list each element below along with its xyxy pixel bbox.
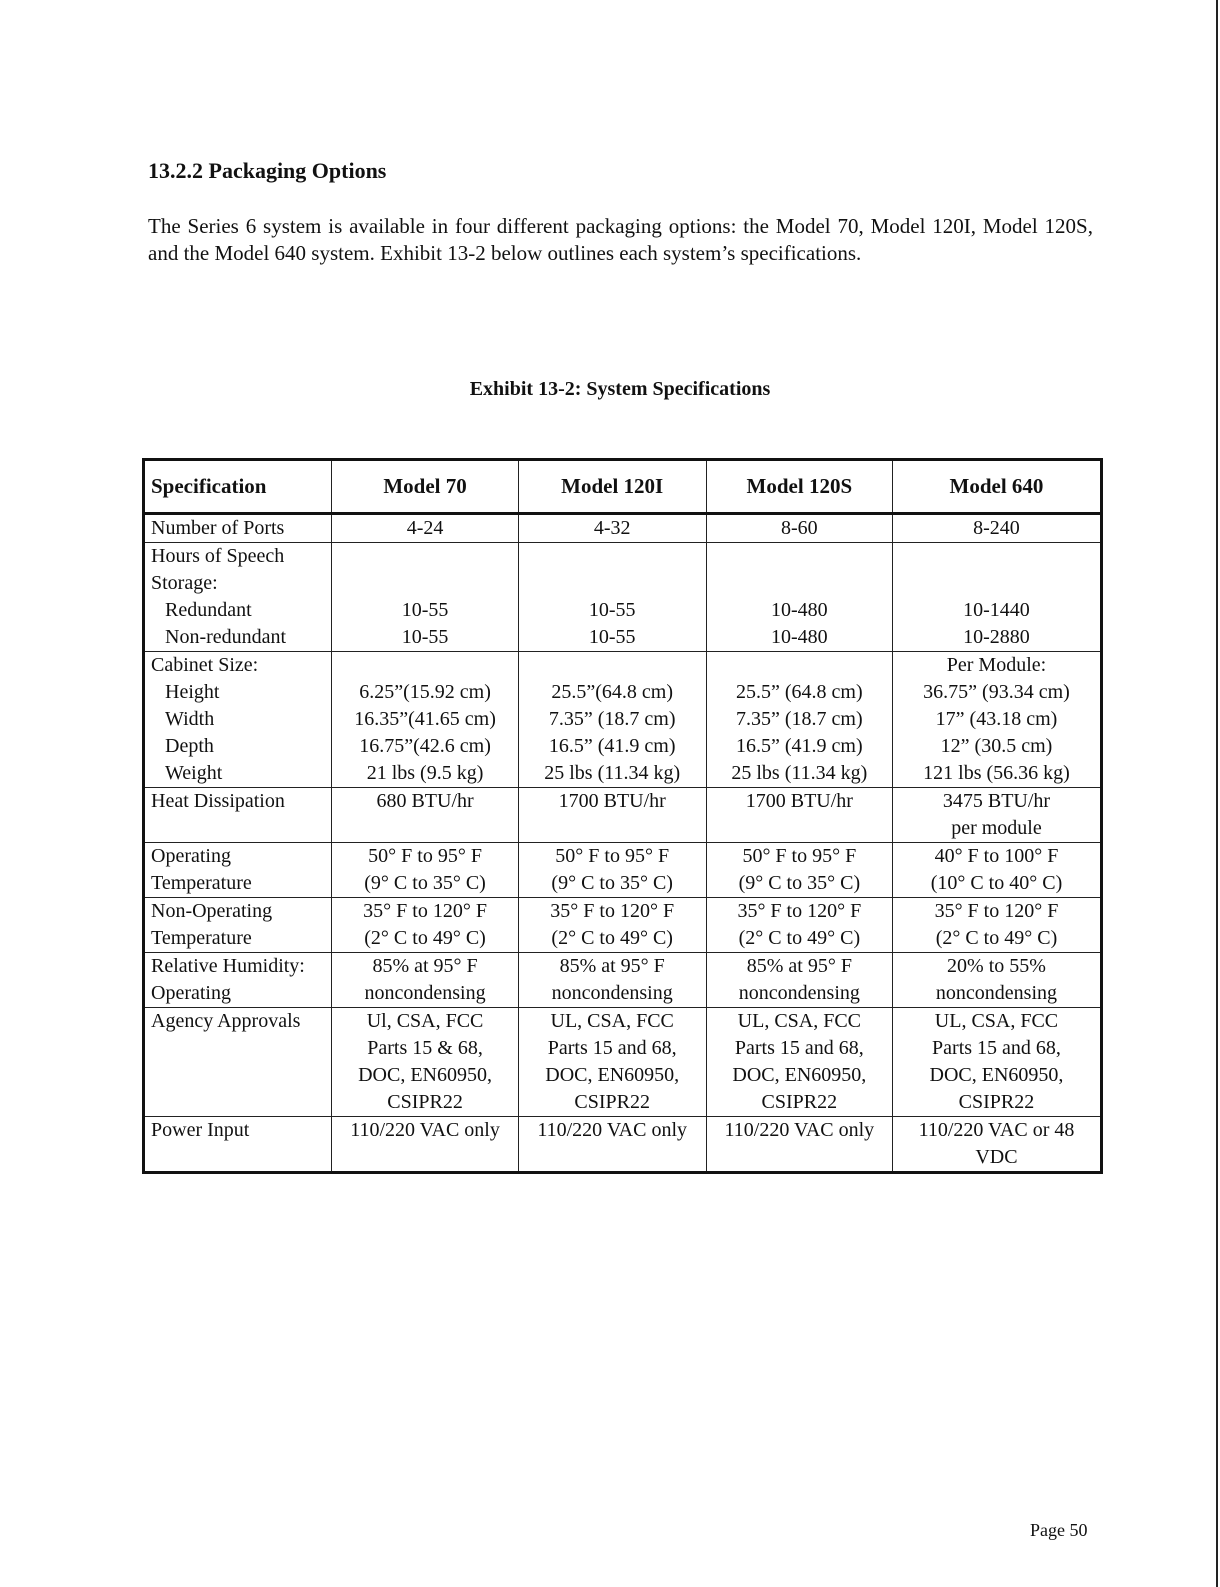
op-temp-model-70: 50° F to 95° F (9° C to 35° C): [332, 843, 518, 898]
ports-model-640: 8-240: [892, 514, 1101, 543]
speech-label-line2: Storage:: [151, 572, 218, 594]
row-label-speech-storage: [144, 543, 332, 652]
table-row: [144, 843, 1102, 898]
cabinet-width-label: Width: [165, 708, 215, 730]
agency-model-120i: UL, CSA, FCC Parts 15 and 68, DOC, EN60950, CSIPR22: [518, 1008, 706, 1117]
speech-model-70: 10-55 10-55: [332, 543, 518, 652]
agency-model-70: Ul, CSA, FCC Parts 15 & 68, DOC, EN60950, CSIPR22: [332, 1008, 518, 1117]
humidity-model-120s: 85% at 95° F noncondensing: [706, 953, 892, 1008]
speech-model-120s: 10-480 10-480: [706, 543, 892, 652]
heat-model-120i: 1700 BTU/hr: [518, 788, 706, 843]
header-model-70: Model 70: [332, 460, 518, 514]
humidity-model-640: 20% to 55% noncondensing: [892, 953, 1101, 1008]
header-model-640: Model 640: [892, 460, 1101, 514]
speech-nonredundant-label: Non-redundant: [165, 626, 287, 648]
nonop-temp-model-120i: 35° F to 120° F (2° C to 49° C): [518, 898, 706, 953]
nonop-temp-model-640: 35° F to 120° F (2° C to 49° C): [892, 898, 1101, 953]
table-row: [144, 514, 1102, 543]
header-model-120i: Model 120I: [518, 460, 706, 514]
agency-model-120s: UL, CSA, FCC Parts 15 and 68, DOC, EN60950, CSIPR22: [706, 1008, 892, 1117]
heat-model-120s: 1700 BTU/hr: [706, 788, 892, 843]
cabinet-model-120i: 25.5”(64.8 cm) 7.35” (18.7 cm) 16.5” (41.9 cm) 25 lbs (11.34 kg): [518, 652, 706, 788]
heat-model-640: 3475 BTU/hr per module: [892, 788, 1101, 843]
row-label-agency-approvals: Agency Approvals: [144, 1008, 332, 1117]
table-row: [144, 1117, 1102, 1173]
heat-model-70: 680 BTU/hr: [332, 788, 518, 843]
cabinet-model-120s: 25.5” (64.8 cm) 7.35” (18.7 cm) 16.5” (41.9 cm) 25 lbs (11.34 kg): [706, 652, 892, 788]
power-model-640: 110/220 VAC or 48 VDC: [892, 1117, 1101, 1173]
intro-paragraph: The Series 6 system is available in four different packaging options: the Model 70, Model 120I, Model 120S, and the Model 640 system. Exhibit 13-2 below outlines each system’s specifications.: [148, 214, 1093, 265]
op-temp-model-120i: 50° F to 95° F (9° C to 35° C): [518, 843, 706, 898]
row-label-ports: Number of Ports: [144, 514, 332, 543]
cabinet-depth-label: Depth: [165, 735, 214, 757]
header-specification: Specification: [144, 460, 332, 514]
op-temp-model-120s: 50° F to 95° F (9° C to 35° C): [706, 843, 892, 898]
row-label-cabinet-size: Cabinet Size: Height Width Depth Weight: [144, 652, 332, 788]
section-heading: 13.2.2 Packaging Options: [148, 158, 387, 183]
table-row: [144, 543, 1102, 652]
cabinet-model-640: Per Module: 36.75” (93.34 cm) 17” (43.18 cm) 12” (30.5 cm) 121 lbs (56.36 kg): [892, 652, 1101, 788]
table-row: [144, 788, 1102, 843]
specifications-table: [142, 458, 1103, 1174]
ports-model-120i: 4-32: [518, 514, 706, 543]
cabinet-height-label: Height: [165, 681, 220, 703]
nonop-temp-model-120s: 35° F to 120° F (2° C to 49° C): [706, 898, 892, 953]
cabinet-weight-label: Weight: [165, 762, 223, 784]
row-label-heat-dissipation: Heat Dissipation: [144, 788, 332, 843]
speech-redundant-label: Redundant: [165, 599, 252, 621]
ports-model-120s: 8-60: [706, 514, 892, 543]
table-row: [144, 1008, 1102, 1117]
table-row: [144, 652, 1102, 788]
nonop-temp-model-70: 35° F to 120° F (2° C to 49° C): [332, 898, 518, 953]
power-model-120s: 110/220 VAC only: [706, 1117, 892, 1173]
ports-model-70: 4-24: [332, 514, 518, 543]
speech-model-640: 10-1440 10-2880: [892, 543, 1101, 652]
agency-model-640: UL, CSA, FCC Parts 15 and 68, DOC, EN60950, CSIPR22: [892, 1008, 1101, 1117]
exhibit-title: Exhibit 13-2: System Specifications: [469, 378, 771, 400]
speech-label-line1: Hours of Speech: [151, 545, 285, 567]
row-label-operating-temperature: Operating Temperature: [144, 843, 332, 898]
table-header-row: [144, 460, 1102, 514]
row-label-nonoperating-temperature: Non-Operating Temperature: [144, 898, 332, 953]
page-number: Page 50: [1030, 1520, 1088, 1540]
power-model-120i: 110/220 VAC only: [518, 1117, 706, 1173]
header-model-120s: Model 120S: [706, 460, 892, 514]
table-row: [144, 953, 1102, 1008]
row-label-relative-humidity: Relative Humidity: Operating: [144, 953, 332, 1008]
row-label-power-input: Power Input: [144, 1117, 332, 1173]
op-temp-model-640: 40° F to 100° F (10° C to 40° C): [892, 843, 1101, 898]
power-model-70: 110/220 VAC only: [332, 1117, 518, 1173]
speech-model-120i: 10-55 10-55: [518, 543, 706, 652]
table-row: [144, 898, 1102, 953]
humidity-model-70: 85% at 95° F noncondensing: [332, 953, 518, 1008]
cabinet-per-module-note: Per Module:: [946, 654, 1047, 676]
cabinet-model-70: 6.25”(15.92 cm) 16.35”(41.65 cm) 16.75”(42.6 cm) 21 lbs (9.5 kg): [332, 652, 518, 788]
humidity-model-120i: 85% at 95° F noncondensing: [518, 953, 706, 1008]
